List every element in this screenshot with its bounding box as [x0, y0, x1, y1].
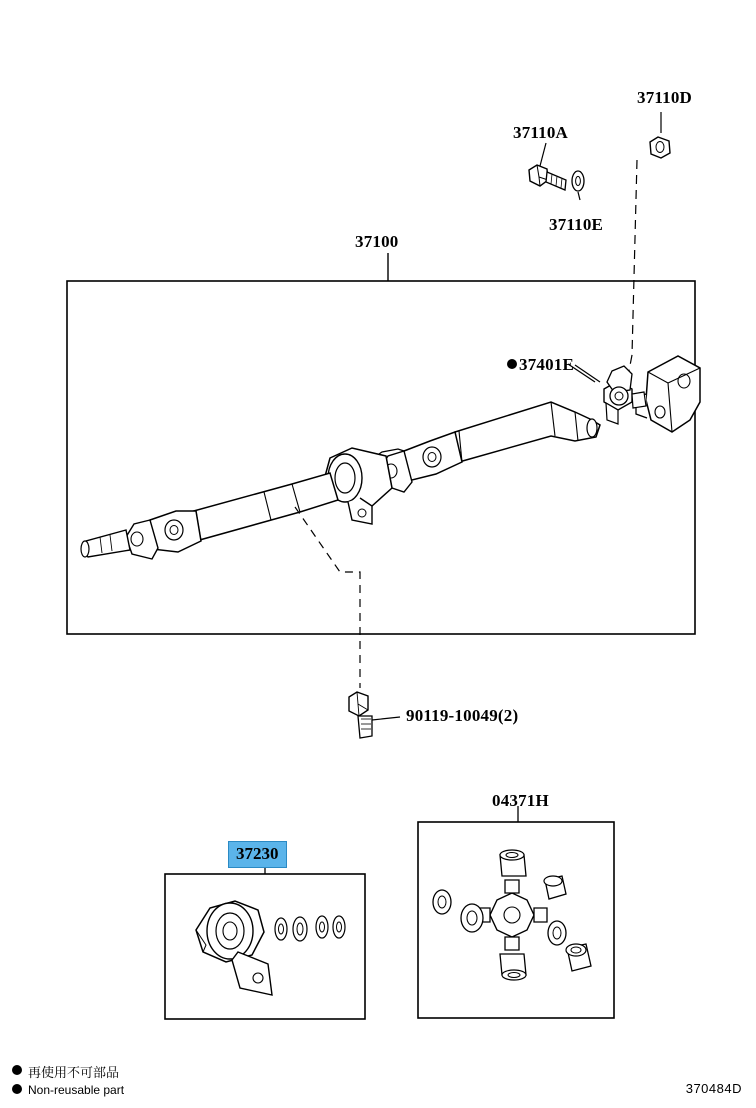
footnote-english: Non-reusable part [28, 1083, 125, 1097]
label-90119: 90119-10049(2) [406, 706, 519, 725]
footnote-bullet-en [12, 1084, 22, 1094]
rear-propeller-shaft-tube [455, 402, 600, 462]
front-universal-joint [81, 511, 201, 559]
label-37401e: 37401E [519, 355, 575, 374]
center-support-bearing-box [165, 874, 365, 1019]
label-37110e: 37110E [549, 215, 604, 234]
nonreusable-dot-37401e [507, 359, 517, 369]
label-37110a: 37110A [513, 123, 569, 142]
label-37100: 37100 [355, 232, 399, 251]
diagram-code: 370484D [685, 1081, 742, 1096]
front-propeller-shaft-tube [190, 473, 338, 541]
leader-37401e [575, 365, 600, 382]
leader-dashed-37110d [625, 160, 637, 392]
part-90119-bolt [349, 692, 400, 738]
rear-flange-yoke [636, 356, 700, 432]
center-support-bearing-detail [196, 901, 345, 995]
label-37110d: 37110D [637, 88, 693, 107]
part-37110d-nut [650, 112, 670, 158]
part-37110e-washer [572, 171, 584, 200]
part-37110a-bolt [529, 143, 566, 190]
leader-dashed-90119 [295, 507, 360, 688]
footnote-bullet-jp [12, 1065, 22, 1075]
label-37230-highlighted[interactable]: 37230 [228, 841, 287, 868]
footnote-japanese: 再使用不可部品 [28, 1066, 120, 1081]
label-04371h: 04371H [492, 791, 549, 810]
universal-joint-kit-detail [433, 850, 591, 980]
